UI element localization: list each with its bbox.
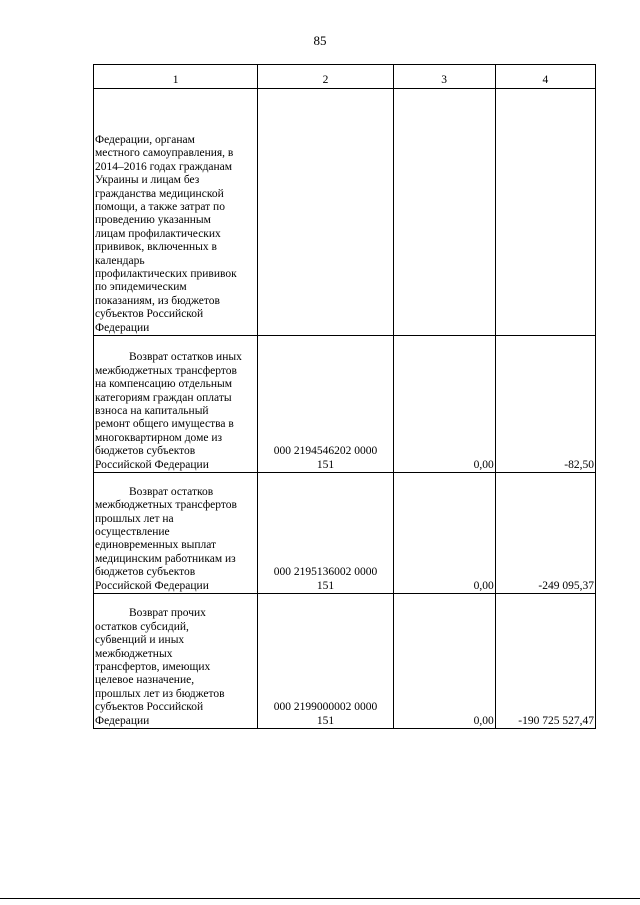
column-header-3: 3 (393, 65, 495, 89)
row-value-col3: 0,00 (393, 473, 495, 594)
table-header-row (94, 65, 596, 89)
row-code (258, 594, 393, 729)
row-code (258, 473, 393, 594)
desc-line: медицинским работникам из (95, 552, 236, 565)
desc-line: местного самоуправления, в (95, 147, 234, 160)
desc-line: Федерации (95, 321, 150, 334)
row-value-col4: -190 725 527,47 (495, 594, 595, 729)
row-value-col3 (393, 89, 495, 336)
row-value-col4 (495, 89, 595, 336)
code-line: 000 2195136002 0000 (273, 566, 378, 579)
desc-line: на компенсацию отдельным (95, 378, 233, 391)
code-line: 151 (316, 714, 335, 727)
desc-line: единовременных выплат (95, 539, 217, 552)
desc-line: межбюджетных трансфертов (95, 364, 237, 377)
desc-line: гражданства медицинской (95, 187, 224, 200)
row-description (94, 473, 258, 594)
desc-line: 2014–2016 годах гражданам (95, 160, 233, 173)
row-value-col3: 0,00 (393, 594, 495, 729)
desc-line: осуществление (95, 525, 170, 538)
table-row (94, 473, 596, 594)
desc-line: субъектов Российской (95, 701, 204, 714)
desc-line: Федерации, органам (95, 133, 195, 146)
code-line: 151 (316, 579, 335, 592)
desc-line: прошлых лет из бюджетов (95, 687, 225, 700)
row-value-col4: -82,50 (495, 336, 595, 473)
row-value-col3: 0,00 (393, 336, 495, 473)
table-row (94, 336, 596, 473)
desc-line: Российской Федерации (95, 579, 209, 592)
desc-line: бюджетов субъектов (95, 445, 196, 458)
desc-line: Российской Федерации (95, 458, 209, 471)
desc-line: проведению указанным (95, 214, 211, 227)
table-row (94, 594, 596, 729)
code-line: 000 2194546202 0000 (273, 445, 378, 458)
desc-line: трансфертов, имеющих (95, 660, 211, 673)
desc-line: межбюджетных (95, 647, 173, 660)
row-code (258, 336, 393, 473)
row-code (258, 89, 393, 336)
desc-line: категориям граждан оплаты (95, 391, 232, 404)
desc-line: профилактических прививок (95, 267, 237, 280)
code-line: 000 2199000002 0000 (273, 701, 378, 714)
desc-line: субвенций и иных (95, 634, 185, 647)
column-header-1: 1 (94, 65, 258, 89)
row-value-col4: -249 095,37 (495, 473, 595, 594)
column-header-2: 2 (258, 65, 393, 89)
desc-line: остатков субсидий, (95, 620, 189, 633)
desc-line: межбюджетных трансфертов (95, 499, 237, 512)
desc-line: многоквартирном доме из (95, 431, 223, 444)
desc-line: бюджетов субъектов (95, 566, 196, 579)
desc-line: целевое назначение, (95, 674, 195, 687)
code-line: 151 (316, 458, 335, 471)
desc-line: субъектов Российской (95, 308, 204, 321)
page-number: 85 (313, 33, 327, 48)
desc-line: Возврат прочих (129, 607, 206, 620)
desc-line: помощи, а также затрат по (95, 200, 225, 213)
row-description (94, 336, 258, 473)
desc-line: Федерации (95, 714, 150, 727)
page-bottom-rule (0, 898, 640, 899)
desc-line: лицам профилактических (95, 227, 221, 240)
desc-line: Украины и лицам без (95, 174, 200, 187)
table-row (94, 89, 596, 336)
desc-line: взноса на капитальный (95, 404, 209, 417)
desc-line: по эпидемическим (95, 281, 187, 294)
desc-line: ремонт общего имущества в (95, 418, 234, 431)
desc-line: прививок, включенных в (95, 241, 217, 254)
budget-table (93, 64, 596, 729)
desc-line: прошлых лет на (95, 512, 174, 525)
desc-line: Возврат остатков иных (129, 351, 242, 364)
row-description (94, 89, 258, 336)
desc-line: Возврат остатков (129, 485, 214, 498)
row-description (94, 594, 258, 729)
column-header-4: 4 (495, 65, 595, 89)
desc-line: показаниям, из бюджетов (95, 294, 220, 307)
desc-line: календарь (95, 254, 145, 267)
